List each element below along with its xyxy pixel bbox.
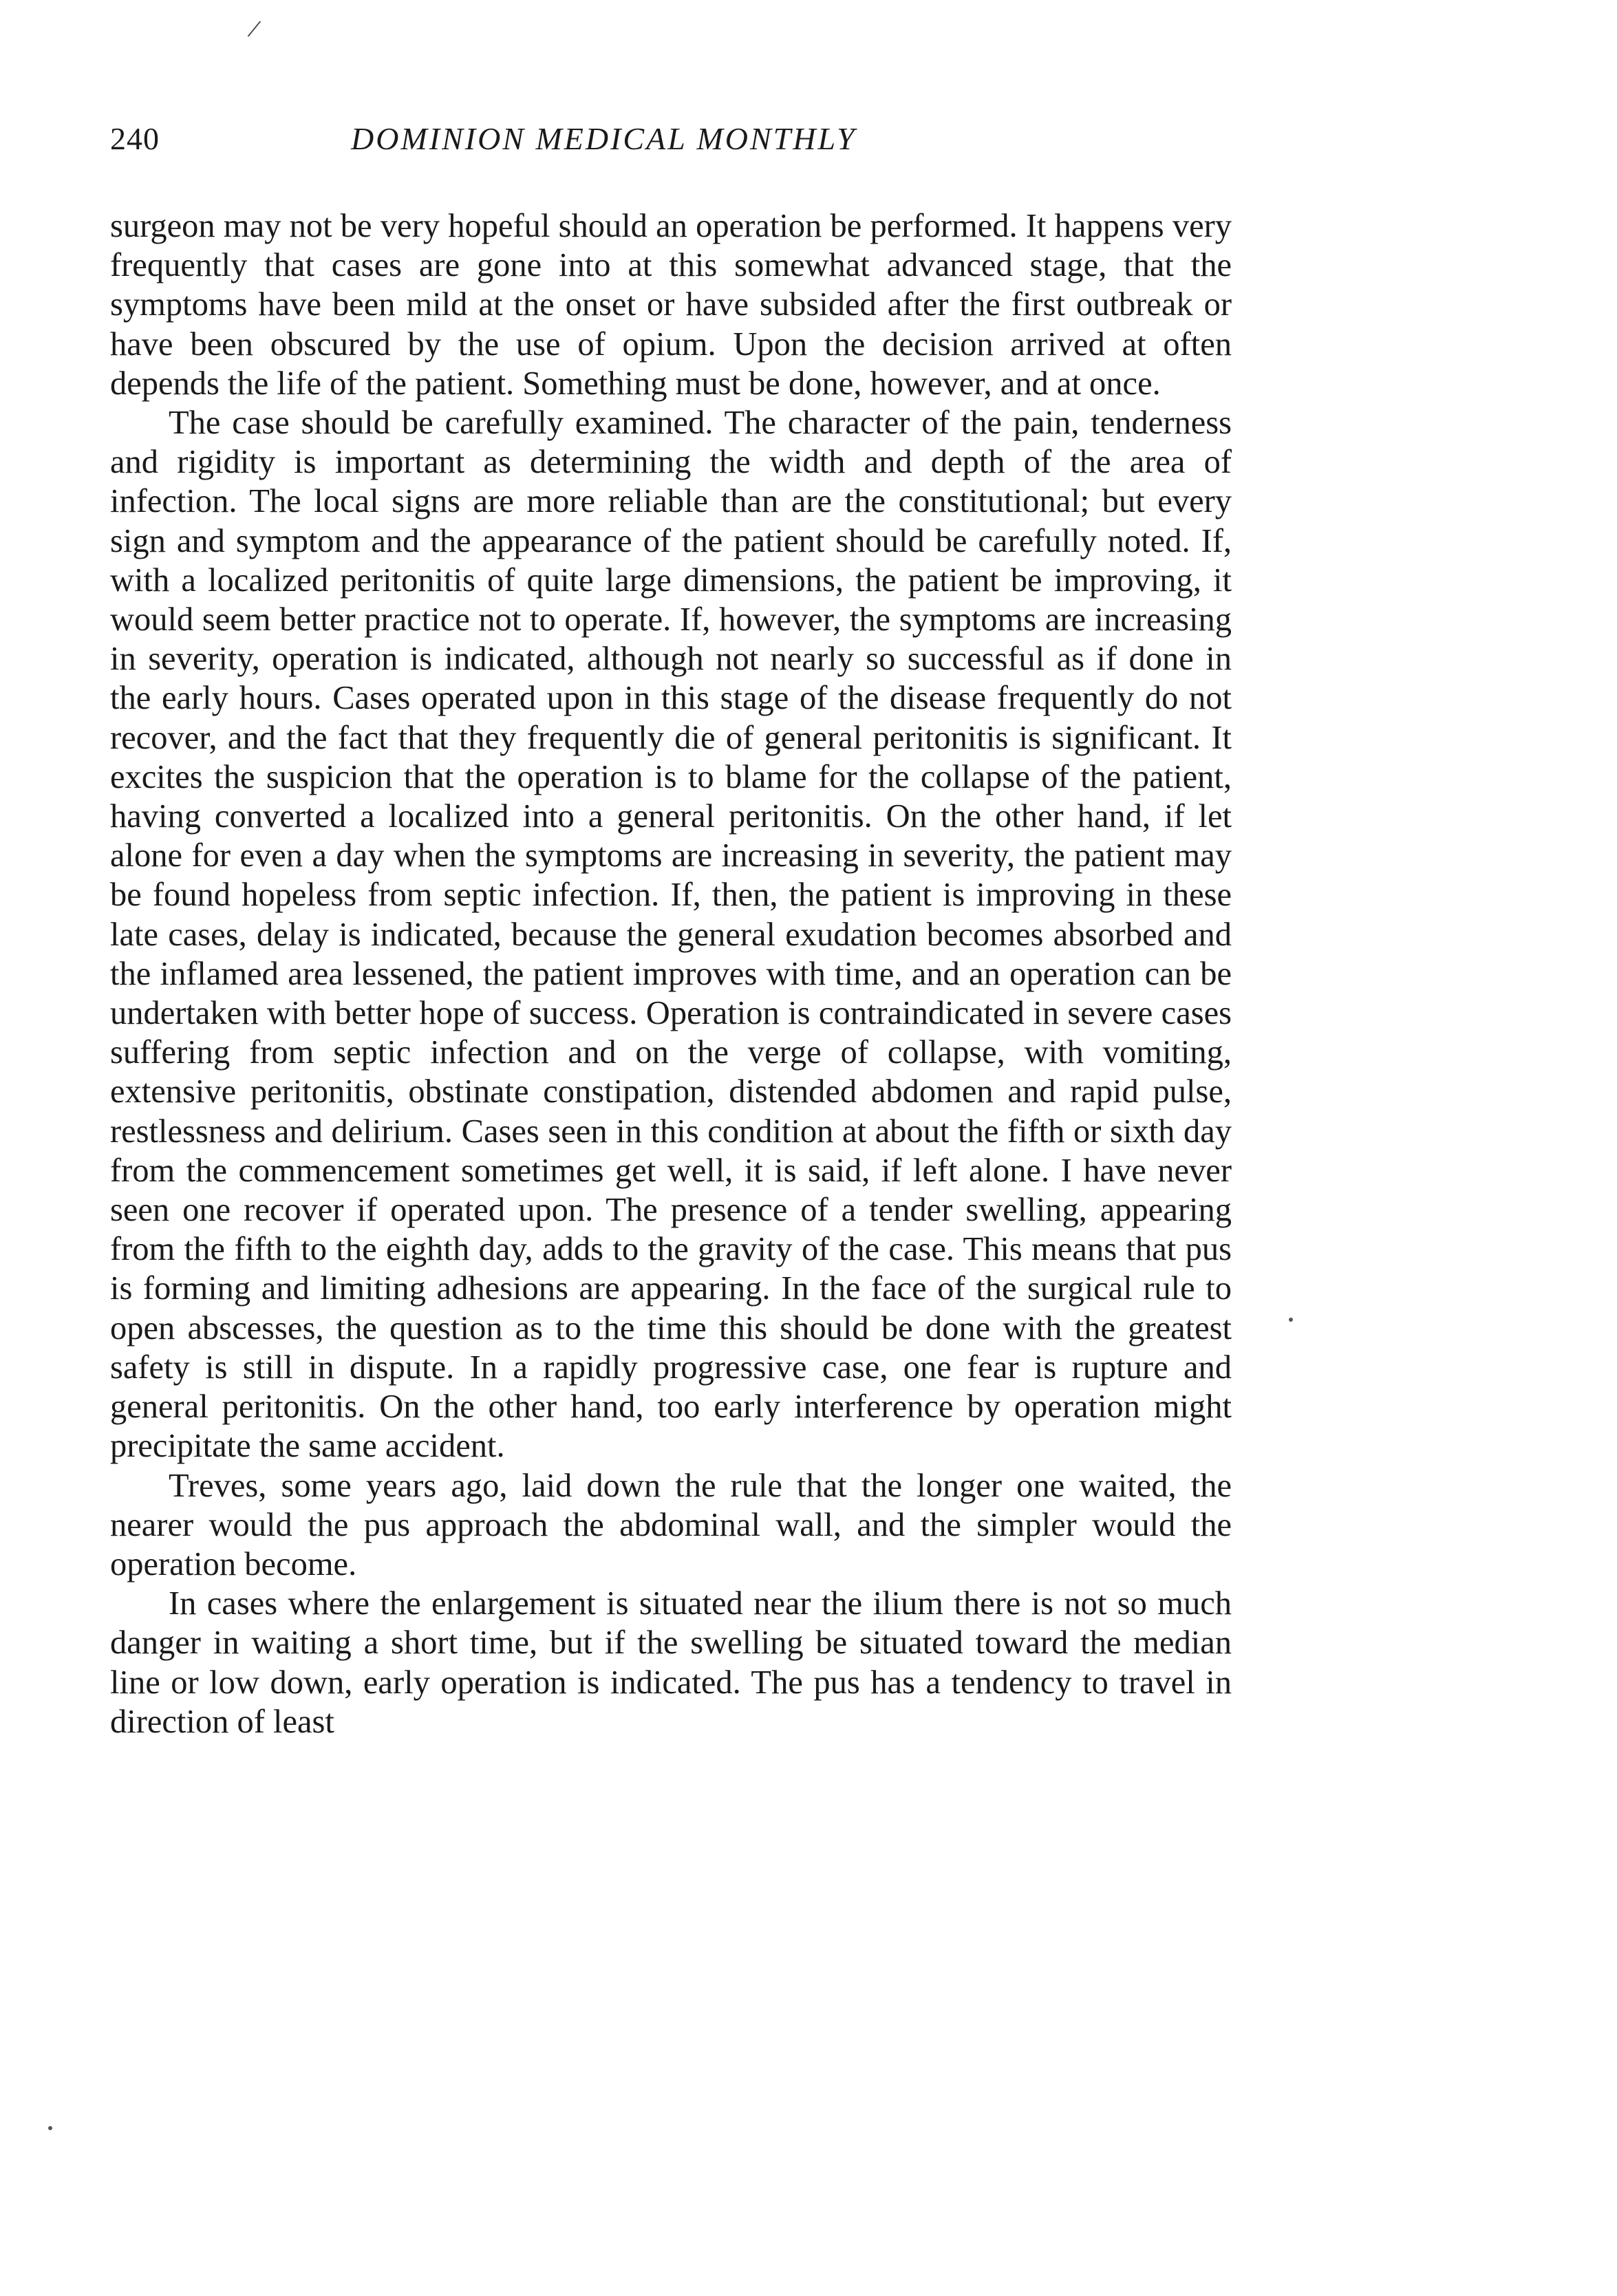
running-title: DOMINION MEDICAL MONTHLY (351, 121, 857, 156)
paragraph: The case should be carefully examined. The character of the pain, tenderness and rigidity is important as determining the width and depth of the area of infection. The local signs are more reliable than are the constitutional; but every sign and symptom and the appearance of the patient should be carefully noted. If, with a localized peritonitis of quite large dimensions, the patient be improving, it would seem better practice not to operate. If, however, the symptoms are increasing in severity, operation is indicated, although not nearly so successful as if done in the early hours. Cases operated upon in this stage of the disease frequently do not recover, and the fact that they frequently die of general peritonitis is significant. It excites the suspicion that the operation is to blame for the collapse of the patient, having converted a localized into a general peritonitis. On the other hand, if let alone for even a day when the symptoms are increasing in severity, the patient may be found hopeless from septic infection. If, then, the patient is improving in these late cases, delay is indicated, because the general exudation becomes absorbed and the inflamed area lessened, the patient improves with time, and an operation can be undertaken with better hope of success. Operation is contraindicated in severe cases suffering from septic infection and on the verge of collapse, with vomiting, extensive peritonitis, obstinate constipation, distended abdomen and rapid pulse, restlessness and delirium. Cases seen in this condition at about the fifth or sixth day from the commencement sometimes get well, it is said, if left alone. I have never seen one recover if operated upon. The presence of a tender swelling, appearing from the fifth to the eighth day, adds to the gravity of the case. This means that pus is forming and limiting adhesions are appearing. In the face of the surgical rule to open abscesses, the question as to the time this should be done with the greatest safety is still in dispute. In a rapidly progressive case, one fear is rupture and general peritonitis. On the other hand, too early interference by operation might precipitate the same accident. (110, 405, 1232, 1465)
stray-dot-mark (48, 2126, 52, 2130)
running-header (110, 120, 1232, 175)
stray-pen-mark: / (245, 12, 264, 45)
article-body (110, 206, 1232, 1741)
stray-dot-mark (1289, 1318, 1293, 1322)
paragraph: In cases where the enlargement is situated near the ilium there is not so much danger in waiting a short time, but if the swelling be situated toward the median line or low down, early operation is indicated. The pus has a tendency to travel in direction of least (110, 1585, 1232, 1740)
paragraph-continued: surgeon may not be very hopeful should an operation be performed. It happens very frequently that cases are gone into at this somewhat advanced stage, that the symptoms have been mild at the onset or have subsided after the first outbreak or have been obscured by the use of opium. Upon the decision arrived at often depends the life of the patient. Something must be done, however, and at once. (110, 208, 1232, 402)
paragraph: Treves, some years ago, laid down the rule that the longer one waited, the nearer would the pus approach the abdominal wall, and the simpler would the operation become. (110, 1467, 1232, 1582)
page-number: 240 (110, 121, 160, 156)
